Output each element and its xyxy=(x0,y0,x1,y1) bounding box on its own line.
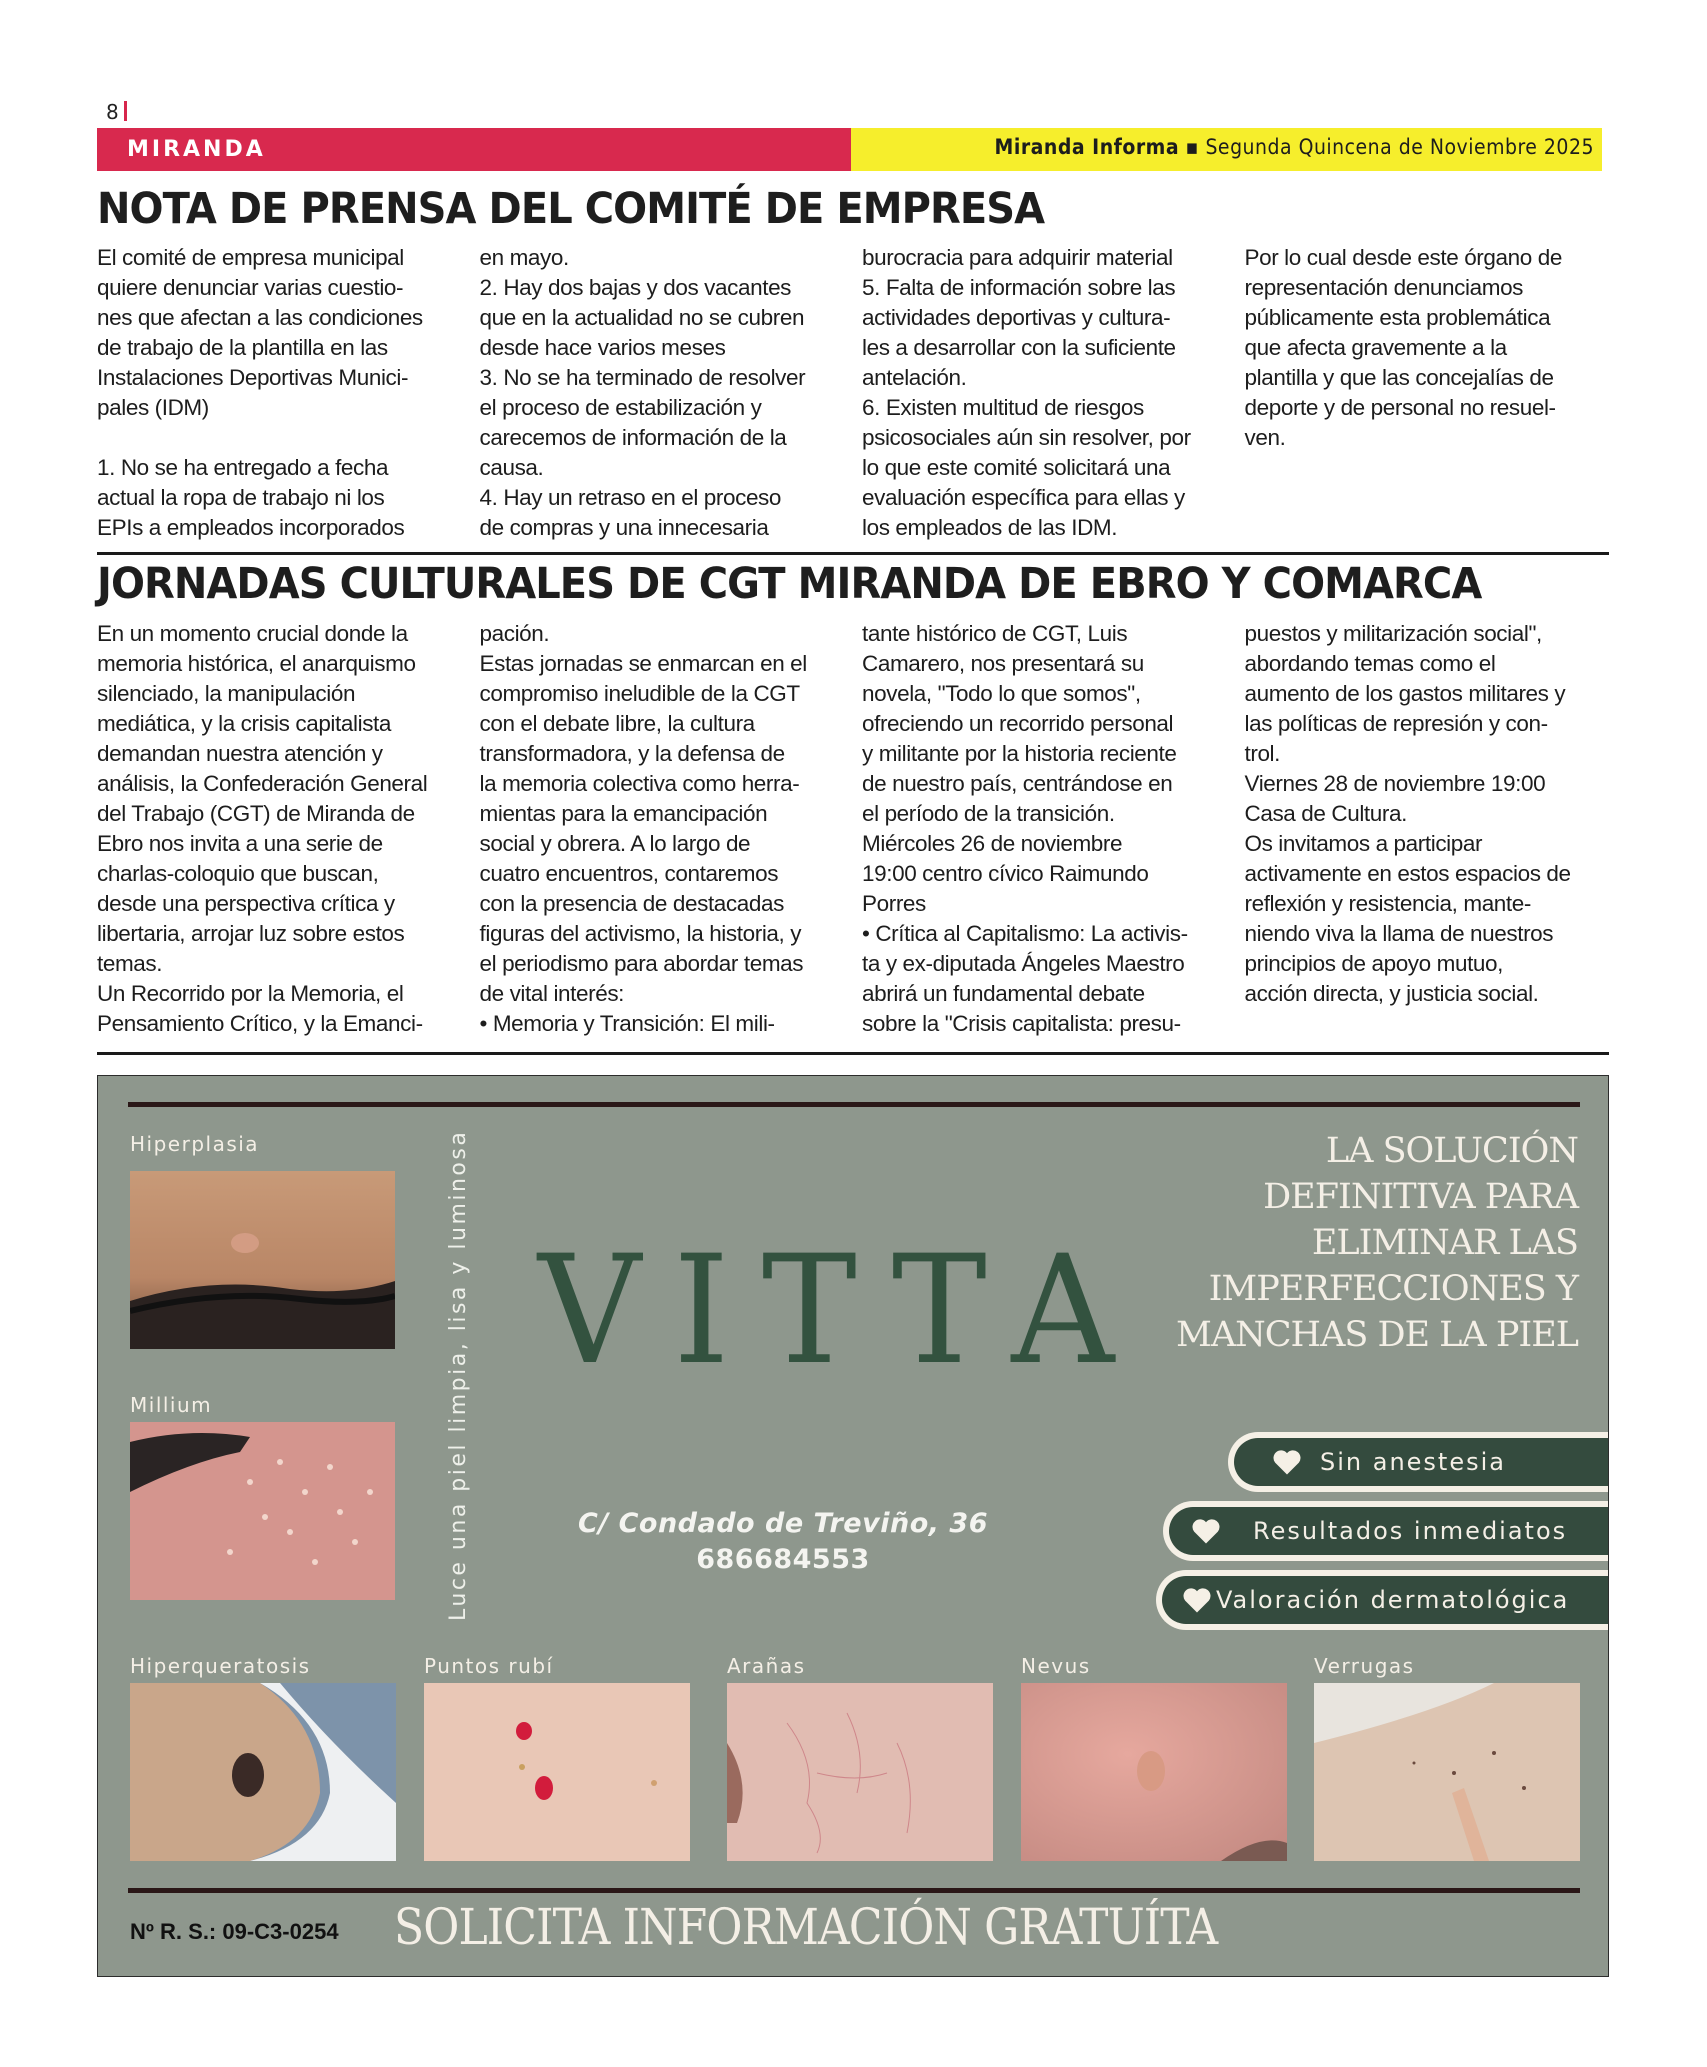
text-line: reflexión y resistencia, mante- xyxy=(1244,891,1531,916)
text-line: • Memoria y Transición: El mili- xyxy=(479,1011,775,1036)
text-line: charlas-coloquio que buscan, xyxy=(97,861,379,886)
thumb-label-aranas: Arañas xyxy=(727,1654,806,1678)
text-line: de vital interés: xyxy=(479,981,625,1006)
text-line: pación. xyxy=(479,621,550,646)
text-line: trol. xyxy=(1244,741,1281,766)
text-line: el período de la transición. xyxy=(862,801,1115,826)
text-line: Viernes 28 de noviembre 19:00 xyxy=(1244,771,1546,796)
article-1-column-1 xyxy=(97,243,462,543)
phone-number: 686684553 xyxy=(696,1544,870,1575)
article-divider xyxy=(97,1052,1609,1055)
heart-icon xyxy=(1182,1586,1212,1614)
text-line: las políticas de represión y con- xyxy=(1244,711,1548,736)
text-line: antelación. xyxy=(862,365,967,390)
text-line: actual la ropa de trabajo ni los xyxy=(97,485,385,510)
article-2-column-3 xyxy=(862,619,1227,1039)
text-line: EPIs a empleados incorporados xyxy=(97,515,405,540)
hiperplasia-image xyxy=(130,1171,395,1349)
thumb-label-hiperqueratosis: Hiperqueratosis xyxy=(130,1654,311,1678)
text-line: puestos y militarización social", xyxy=(1244,621,1542,646)
text-line: con la presencia de destacadas xyxy=(479,891,784,916)
text-line: deporte y de personal no resuel- xyxy=(1244,395,1556,420)
article-1-body xyxy=(97,243,1609,543)
text-line: Ebro nos invita a una serie de xyxy=(97,831,383,856)
text-line: que en la actualidad no se cubren xyxy=(479,305,805,330)
ad-bottom-rule xyxy=(128,1888,1580,1893)
thumb-label-nevus: Nevus xyxy=(1021,1654,1091,1678)
text-line: El comité de empresa municipal xyxy=(97,245,404,270)
text-line: ven. xyxy=(1244,425,1286,450)
issue-line xyxy=(995,135,1594,159)
section-label: MIRANDA xyxy=(127,137,266,162)
text-line: análisis, la Confederación General xyxy=(97,771,428,796)
text-line: quiere denunciar varias cuestio- xyxy=(97,275,404,300)
article-2-column-2 xyxy=(480,619,845,1039)
feature-pill-sin-anestesia: Sin anestesia xyxy=(1228,1432,1609,1492)
thumb-label-millium: Millium xyxy=(130,1393,213,1417)
hiperqueratosis-image xyxy=(130,1683,396,1861)
thumb-label-hiperplasia: Hiperplasia xyxy=(130,1132,260,1156)
text-line: de compras y una innecesaria xyxy=(479,515,769,540)
vertical-slogan: Luce una piel limpia, lisa y luminosa xyxy=(446,1129,471,1621)
text-line: mientas para la emancipación xyxy=(479,801,768,826)
puntos-rubi-image xyxy=(424,1683,690,1861)
text-line: 19:00 centro cívico Raimundo xyxy=(862,861,1149,886)
thumb-label-verrugas: Verrugas xyxy=(1314,1654,1415,1678)
text-line: Os invitamos a participar xyxy=(1244,831,1483,856)
text-line: figuras del activismo, la historia, y xyxy=(479,921,802,946)
text-line: Pensamiento Crítico, y la Emanci- xyxy=(97,1011,423,1036)
feature-pill-valoracion: Valoración dermatológica xyxy=(1156,1570,1609,1630)
text-line: Casa de Cultura. xyxy=(1244,801,1407,826)
vitta-advertisement xyxy=(97,1075,1609,1977)
text-line: 4. Hay un retraso en el proceso xyxy=(479,485,782,510)
cta-text: SOLICITA INFORMACIÓN GRATUÍTA xyxy=(394,1898,1218,1956)
text-line: En un momento crucial donde la xyxy=(97,621,408,646)
text-line: la memoria colectiva como herra- xyxy=(479,771,800,796)
verrugas-image xyxy=(1314,1683,1580,1861)
ad-tagline: LA SOLUCIÓN DEFINITIVA PARA ELIMINAR LAS IMPERFECCIONES Y MANCHAS DE LA PIEL xyxy=(1176,1131,1578,1355)
text-line: 6. Existen multitud de riesgos xyxy=(862,395,1144,420)
text-line: el periodismo para abordar temas xyxy=(479,951,804,976)
article-1-title: NOTA DE PRENSA DEL COMITÉ DE EMPRESA xyxy=(97,184,1045,234)
text-line: desde hace varios meses xyxy=(479,335,726,360)
text-line: del Trabajo (CGT) de Miranda de xyxy=(97,801,415,826)
text-line: novela, "Todo lo que somos", xyxy=(862,681,1141,706)
nevus-image xyxy=(1021,1683,1287,1861)
text-line: y militante por la historia reciente xyxy=(862,741,1177,766)
text-line: ta y ex-diputada Ángeles Maestro xyxy=(862,951,1185,976)
text-line: actividades deportivas y cultura- xyxy=(862,305,1171,330)
text-line: de nuestro país, centrándose en xyxy=(862,771,1173,796)
article-1-column-3 xyxy=(862,243,1227,543)
article-1-column-4 xyxy=(1245,243,1610,543)
brand-logo: VITTA xyxy=(538,1224,1147,1398)
text-line: sobre la "Crisis capitalista: presu- xyxy=(862,1011,1181,1036)
text-line: Miércoles 26 de noviembre xyxy=(862,831,1123,856)
text-line: memoria histórica, el anarquismo xyxy=(97,651,416,676)
text-line: causa. xyxy=(479,455,544,480)
page-number: 8 xyxy=(106,100,119,124)
article-1-column-2 xyxy=(480,243,845,543)
text-line: Estas jornadas se enmarcan en el xyxy=(479,651,807,676)
text-line: con el debate libre, la cultura xyxy=(479,711,755,736)
article-2-title: JORNADAS CULTURALES DE CGT MIRANDA DE EBRO Y COMARCA xyxy=(97,559,1482,609)
registry-number: Nº R. S.: 09-C3-0254 xyxy=(130,1919,339,1944)
text-line: desde una perspectiva crítica y xyxy=(97,891,395,916)
text-line: 1. No se ha entregado a fecha xyxy=(97,455,389,480)
text-line: los empleados de las IDM. xyxy=(862,515,1118,540)
text-line: de trabajo de la plantilla en las xyxy=(97,335,388,360)
feature-pill-resultados-inmediatos: Resultados inmediatos xyxy=(1163,1501,1609,1561)
heart-icon xyxy=(1191,1517,1221,1545)
page-number-divider xyxy=(124,101,127,121)
text-line: Porres xyxy=(862,891,926,916)
text-line: demandan nuestra atención y xyxy=(97,741,383,766)
text-line: que afecta gravemente a la xyxy=(1244,335,1507,360)
text-line: activamente en estos espacios de xyxy=(1244,861,1571,886)
text-line: compromiso ineludible de la CGT xyxy=(479,681,800,706)
text-line: lo que este comité solicitará una xyxy=(862,455,1171,480)
text-line: plantilla y que las concejalías de xyxy=(1244,365,1554,390)
text-line: Instalaciones Deportivas Munici- xyxy=(97,365,409,390)
text-line: abordando temas como el xyxy=(1244,651,1496,676)
text-line: principios de apoyo mutuo, xyxy=(1244,951,1504,976)
text-line: 5. Falta de información sobre las xyxy=(862,275,1176,300)
publication-name: Miranda Informa xyxy=(994,135,1180,159)
text-line: libertaria, arrojar luz sobre estos xyxy=(97,921,405,946)
text-line: cuatro encuentros, contaremos xyxy=(479,861,779,886)
text-line: social y obrera. A lo largo de xyxy=(479,831,751,856)
text-line: públicamente esta problemática xyxy=(1244,305,1551,330)
text-line: en mayo. xyxy=(479,245,569,270)
text-line: ofreciendo un recorrido personal xyxy=(862,711,1174,736)
text-line: pales (IDM) xyxy=(97,395,209,420)
aranas-image xyxy=(727,1683,993,1861)
text-line xyxy=(97,423,462,453)
text-line: 3. No se ha terminado de resolver xyxy=(479,365,806,390)
article-divider xyxy=(97,552,1609,555)
text-line: • Crítica al Capitalismo: La activis- xyxy=(862,921,1188,946)
article-2-column-4 xyxy=(1245,619,1610,1039)
ad-contact xyxy=(548,1506,1018,1578)
article-2-column-1 xyxy=(97,619,462,1039)
text-line: aumento de los gastos militares y xyxy=(1244,681,1566,706)
text-line: Un Recorrido por la Memoria, el xyxy=(97,981,404,1006)
article-2-body xyxy=(97,619,1609,1039)
text-line: niendo viva la llama de nuestros xyxy=(1244,921,1554,946)
text-line: 2. Hay dos bajas y dos vacantes xyxy=(479,275,792,300)
text-line: les a desarrollar con la suficiente xyxy=(862,335,1176,360)
text-line: carecemos de información de la xyxy=(479,425,787,450)
text-line: abrirá un fundamental debate xyxy=(862,981,1145,1006)
text-line: acción directa, y justicia social. xyxy=(1244,981,1539,1006)
text-line: silenciado, la manipulación xyxy=(97,681,356,706)
millium-image xyxy=(130,1422,395,1600)
text-line: Camarero, nos presentará su xyxy=(862,651,1144,676)
text-line: Por lo cual desde este órgano de xyxy=(1244,245,1562,270)
ad-top-rule xyxy=(128,1102,1580,1107)
text-line: psicosociales aún sin resolver, por xyxy=(862,425,1191,450)
issue-date: Segunda Quincena de Noviembre 2025 xyxy=(1205,135,1594,159)
separator: ▪ xyxy=(1185,135,1199,159)
text-line: burocracia para adquirir material xyxy=(862,245,1173,270)
heart-icon xyxy=(1272,1448,1302,1476)
text-line: temas. xyxy=(97,951,163,976)
text-line: el proceso de estabilización y xyxy=(479,395,762,420)
text-line: nes que afectan a las condiciones xyxy=(97,305,423,330)
thumb-label-puntos-rubi: Puntos rubí xyxy=(424,1654,554,1678)
text-line: representación denunciamos xyxy=(1244,275,1524,300)
address: C/ Condado de Treviño, 36 xyxy=(578,1508,988,1539)
text-line: evaluación específica para ellas y xyxy=(862,485,1185,510)
text-line: tante histórico de CGT, Luis xyxy=(862,621,1128,646)
text-line: mediática, y la crisis capitalista xyxy=(97,711,392,736)
text-line: transformadora, y la defensa de xyxy=(479,741,785,766)
